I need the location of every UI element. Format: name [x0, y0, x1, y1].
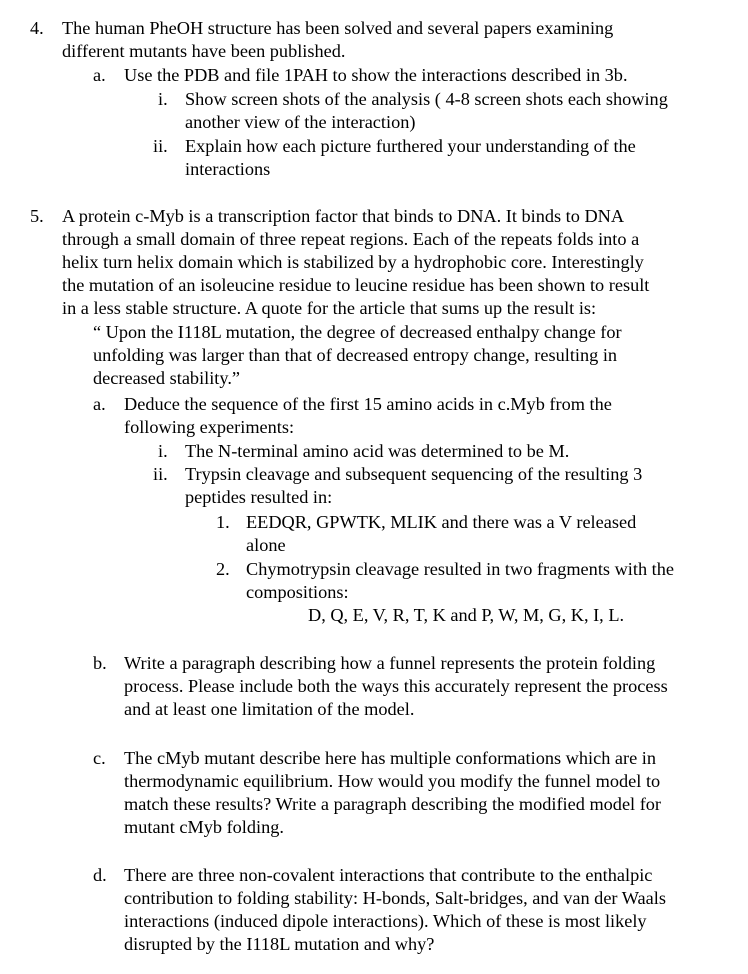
- question-5a-ii-label: ii.: [153, 464, 168, 484]
- question-5-text-line: A protein c-Myb is a transcription factor that binds to DNA. It binds to DNA: [62, 206, 625, 226]
- question-4a-ii-text-line: interactions: [185, 159, 271, 179]
- question-5a-ii-text-line: Trypsin cleavage and subsequent sequencing of the resulting 3: [185, 464, 643, 484]
- question-5a-text-line: Deduce the sequence of the first 15 amino acids in c.Myb from the: [124, 394, 612, 414]
- question-5a-i-text-line: The N-terminal amino acid was determined to be M.: [185, 441, 570, 461]
- question-5b-text-line: process. Please include both the ways this accurately represent the process: [124, 676, 668, 696]
- sub-item-2-text-line: compositions:: [246, 582, 349, 602]
- question-5d-label: d.: [93, 865, 107, 885]
- question-4a-label: a.: [93, 65, 106, 85]
- quote-line: decreased stability.”: [93, 368, 241, 388]
- question-4-text-line: different mutants have been published.: [62, 41, 346, 61]
- question-4a-i-text-line: Show screen shots of the analysis ( 4-8 screen shots each showing: [185, 89, 668, 109]
- question-5b-text-line: and at least one limitation of the model.: [124, 699, 415, 719]
- compositions-line: D, Q, E, V, R, T, K and P, W, M, G, K, I, L.: [308, 605, 625, 625]
- quote-line: “ Upon the I118L mutation, the degree of decreased enthalpy change for: [93, 322, 622, 342]
- question-5b-label: b.: [93, 653, 107, 673]
- question-4a-i-label: i.: [158, 89, 168, 109]
- question-5-text-line: helix turn helix domain which is stabilized by a hydrophobic core. Interestingly: [62, 252, 644, 272]
- sub-item-2-text-line: Chymotrypsin cleavage resulted in two fragments with the: [246, 559, 674, 579]
- question-4a-text-line: Use the PDB and file 1PAH to show the interactions described in 3b.: [124, 65, 628, 85]
- question-4a-ii-label: ii.: [153, 136, 168, 156]
- sub-item-2-label: 2.: [216, 559, 230, 579]
- question-5c-text-line: thermodynamic equilibrium. How would you modify the funnel model to: [124, 771, 661, 791]
- question-5d-text-line: interactions (induced dipole interactions). Which of these is most likely: [124, 911, 647, 931]
- question-5c-text-line: match these results? Write a paragraph describing the modified model for: [124, 794, 662, 814]
- question-5a-i-label: i.: [158, 441, 168, 461]
- question-4-text-line: The human PheOH structure has been solved and several papers examining: [62, 18, 614, 38]
- question-4a-ii-text-line: Explain how each picture furthered your understanding of the: [185, 136, 636, 156]
- question-5c-text-line: The cMyb mutant describe here has multiple conformations which are in: [124, 748, 657, 768]
- question-5-number: 5.: [30, 206, 44, 226]
- question-5a-text-line: following experiments:: [124, 417, 295, 437]
- question-5-text-line: through a small domain of three repeat regions. Each of the repeats folds into a: [62, 229, 640, 249]
- question-5d-text-line: contribution to folding stability: H-bonds, Salt-bridges, and van der Waals: [124, 888, 666, 908]
- question-4a-i-text-line: another view of the interaction): [185, 112, 416, 132]
- question-5c-label: c.: [93, 748, 106, 768]
- sub-item-1-label: 1.: [216, 512, 230, 532]
- question-4-number: 4.: [30, 18, 44, 38]
- question-5d-text-line: There are three non-covalent interactions that contribute to the enthalpic: [124, 865, 653, 885]
- sub-item-1-text-line: EEDQR, GPWTK, MLIK and there was a V released: [246, 512, 637, 532]
- sub-item-1-text-line: alone: [246, 535, 286, 555]
- question-5-text-line: the mutation of an isoleucine residue to leucine residue has been shown to result: [62, 275, 650, 295]
- question-5c-text-line: mutant cMyb folding.: [124, 817, 284, 837]
- question-5a-ii-text-line: peptides resulted in:: [185, 487, 333, 507]
- question-5d-text-line: disrupted by the I118L mutation and why?: [124, 934, 435, 954]
- question-5-text-line: in a less stable structure. A quote for the article that sums up the result is:: [62, 298, 597, 318]
- question-5b-text-line: Write a paragraph describing how a funnel represents the protein folding: [124, 653, 656, 673]
- quote-line: unfolding was larger than that of decreased entropy change, resulting in: [93, 345, 618, 365]
- question-5a-label: a.: [93, 394, 106, 414]
